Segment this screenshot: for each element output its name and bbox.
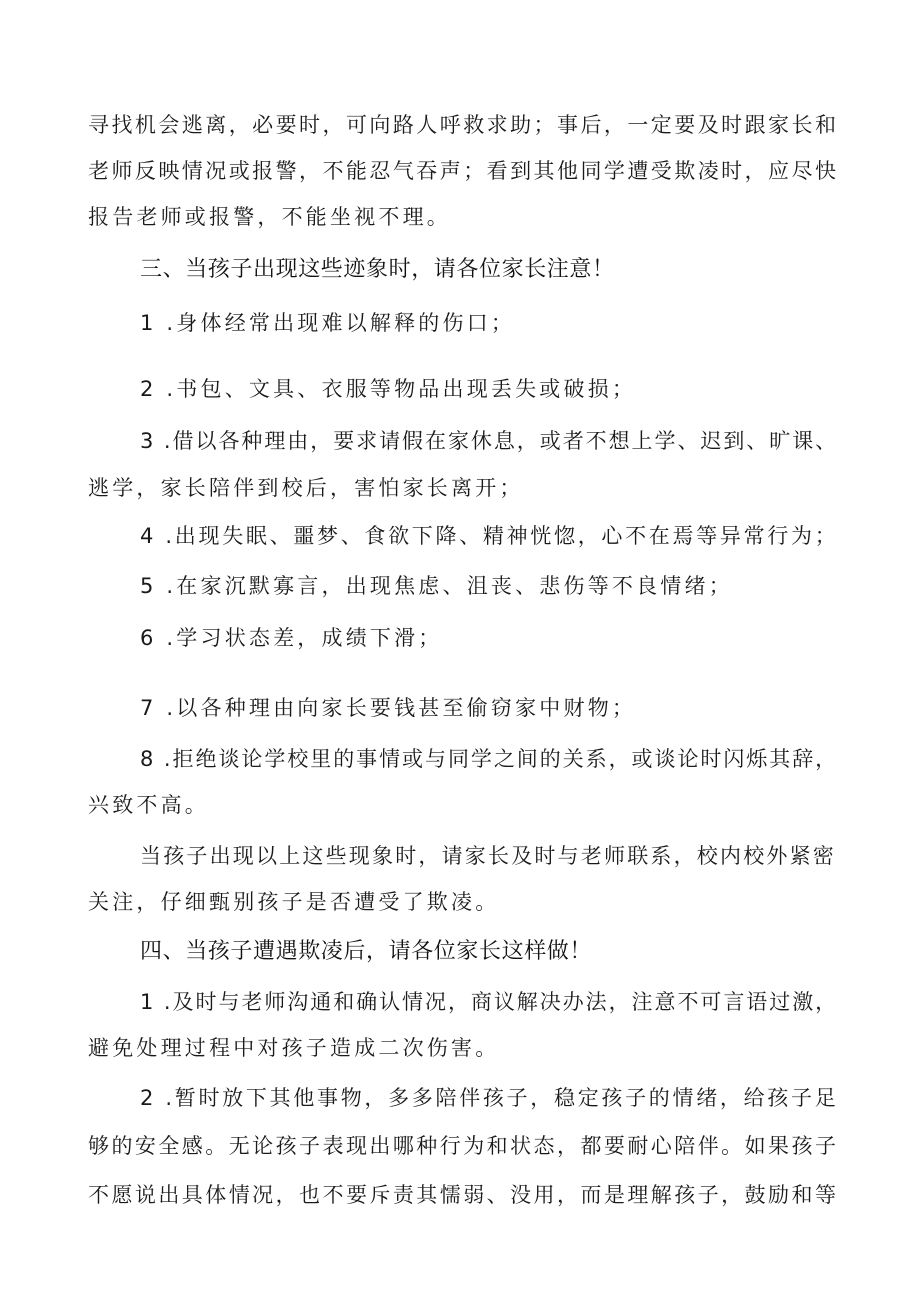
text-line: 避免处理过程中对孩子造成二次伤害。 [88, 1036, 500, 1060]
list-item: 1 .及时与老师沟通和确认情况，商议解决办法，注意不可言语过激， [140, 990, 839, 1014]
list-item: 8 .拒绝谈论学校里的事情或与同学之间的关系，或谈论时闪烁其辞， [140, 747, 839, 771]
text-line: 不愿说出具体情况，也不要斥责其懦弱、没用，而是理解孩子，鼓励和等 [88, 1183, 839, 1207]
text-line: 关注，仔细甄别孩子是否遭受了欺凌。 [88, 890, 500, 914]
section-heading: 四、当孩子遭遇欺凌后，请各位家长这样做！ [140, 939, 593, 964]
list-item: 3 .借以各种理由，要求请假在家休息，或者不想上学、迟到、旷课、 [140, 429, 839, 453]
section-heading: 三、当孩子出现这些迹象时，请各位家长注意！ [140, 257, 615, 282]
text-line: 老师反映情况或报警，不能忍气吞声；看到其他同学遭受欺凌时，应尽快 [88, 159, 839, 183]
text-line: 寻找机会逃离，必要时，可向路人呼救求助；事后，一定要及时跟家长和 [88, 113, 839, 137]
list-item: 2 .暂时放下其他事物，多多陪伴孩子，稳定孩子的情绪，给孩子足 [140, 1086, 839, 1110]
text-line: 够的安全感。无论孩子表现出哪种行为和状态，都要耐心陪伴。如果孩子 [88, 1134, 839, 1158]
text-line: 报告老师或报警，不能坐视不理。 [88, 205, 451, 229]
text-line: 兴致不高。 [88, 793, 209, 817]
list-item: 5 .在家沉默寡言，出现焦虑、沮丧、悲伤等不良情绪； [140, 574, 733, 598]
list-item: 1 .身体经常出现难以解释的伤口； [140, 311, 516, 335]
list-item: 4 .出现失眠、噩梦、食欲下降、精神恍惚，心不在焉等异常行为； [140, 524, 839, 548]
list-item: 6 .学习状态差，成绩下滑； [140, 626, 443, 650]
list-item: 7 .以各种理由向家长要钱甚至偷窃家中财物； [140, 696, 637, 720]
paragraph-line: 当孩子出现以上这些现象时，请家长及时与老师联系，校内校外紧密 [140, 844, 836, 868]
list-item: 2 .书包、文具、衣服等物品出现丢失或破损； [140, 377, 637, 401]
text-line: 逃学，家长陪伴到校后，害怕家长离开； [88, 476, 524, 500]
